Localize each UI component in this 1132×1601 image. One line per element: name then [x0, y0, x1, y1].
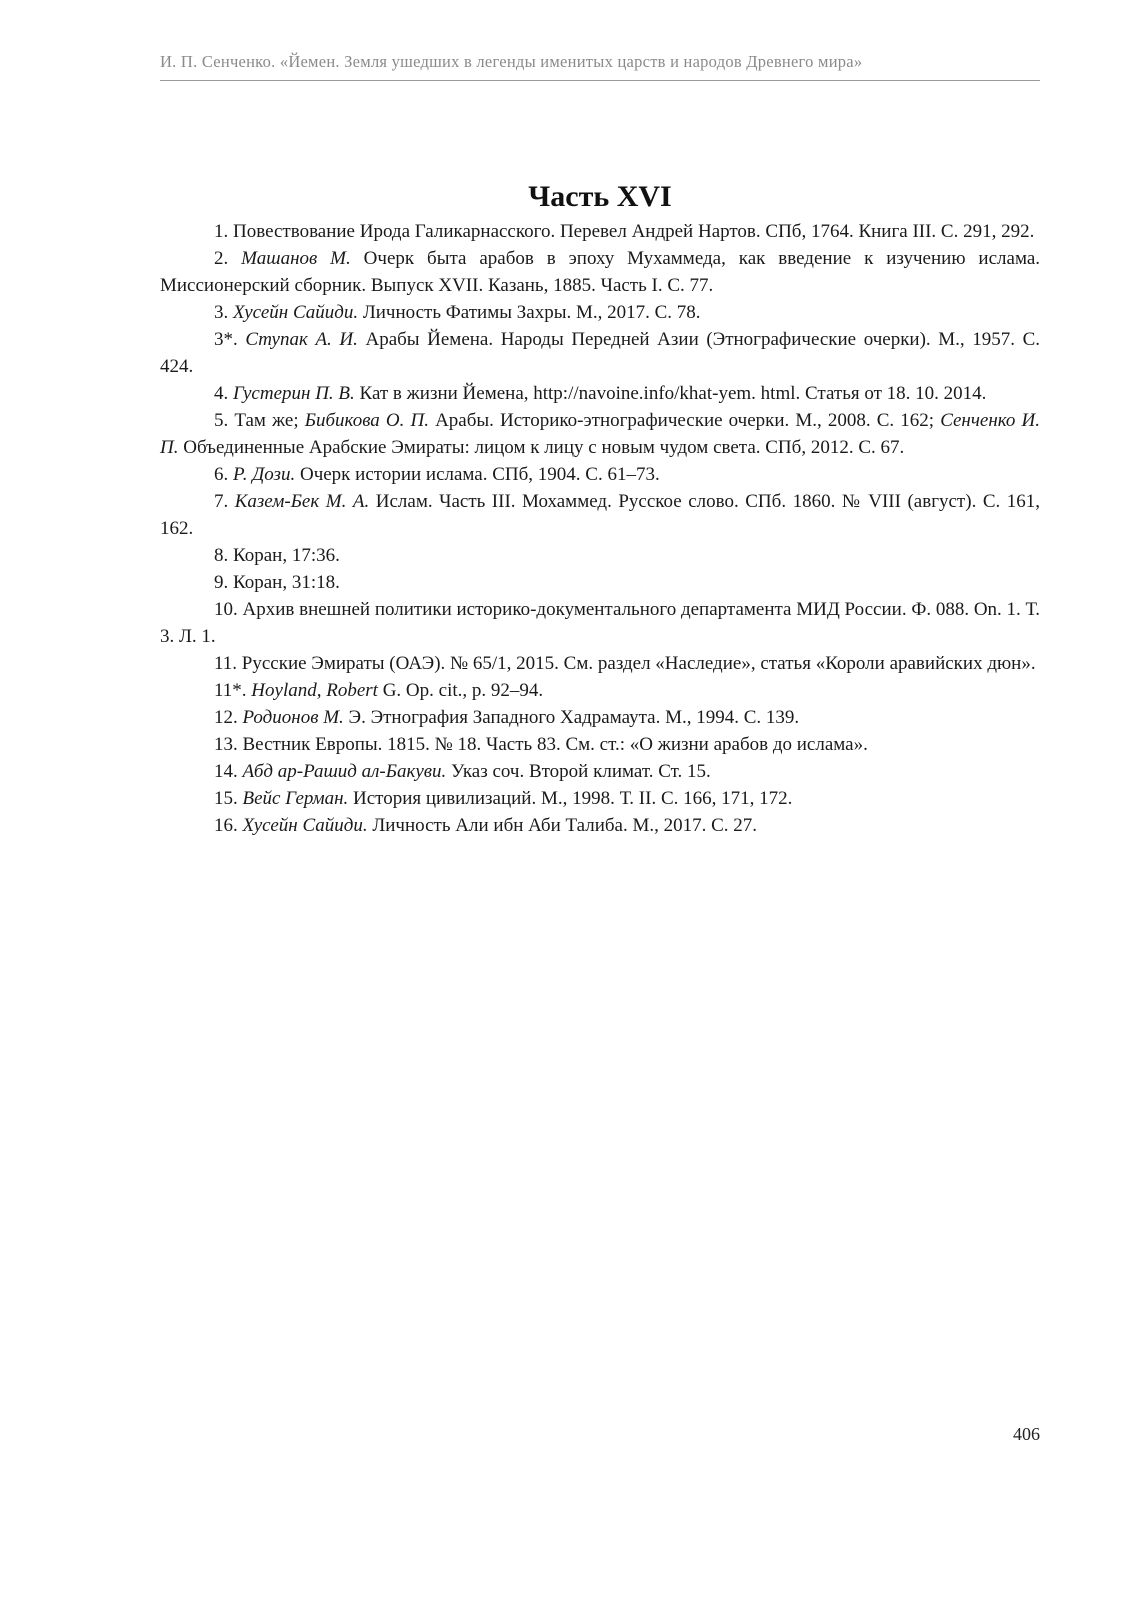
endnote-3	[160, 299, 1040, 326]
endnote-16	[160, 812, 1040, 839]
note-number: 12.	[214, 707, 238, 728]
note-number: 3.	[214, 302, 229, 323]
note-text: Повествование Ирода Галикарнасского. Перевел Андрей Нартов. СПб, 1764. Книга III. С. 291, 292.	[233, 221, 1035, 242]
note-text: Очерк быта арабов в эпоху Мухаммеда, как введение к изучению ислама. Миссионерский сборник. Выпуск XVII. Казань, 1885. Часть I. С. 77.	[160, 248, 1041, 296]
note-number: 5.	[214, 410, 229, 431]
note-number: 6.	[214, 464, 229, 485]
part-title: Часть XVI	[528, 180, 672, 214]
note-text: Указ соч. Второй климат. Ст. 15.	[451, 761, 711, 782]
note-number: 15.	[214, 788, 238, 809]
note-number: 16.	[214, 815, 238, 836]
endnote-2	[160, 245, 1040, 299]
note-author-2: Сенченко И. П.	[160, 410, 1041, 458]
note-author: Вейс Герман.	[242, 788, 349, 809]
endnotes-list	[160, 218, 1040, 839]
note-author: Родионов М.	[242, 707, 344, 728]
note-text: Вестник Европы. 1815. № 18. Часть 83. См. ст.: «О жизни арабов до ислама».	[242, 734, 868, 755]
note-number: 1.	[214, 221, 229, 242]
note-text: История цивилизаций. М., 1998. Т. II. С. 166, 171, 172.	[353, 788, 793, 809]
note-number: 3*.	[214, 329, 238, 350]
note-text: Личность Али ибн Аби Талиба. М., 2017. С. 27.	[372, 815, 758, 836]
note-text: Очерк истории ислама. СПб, 1904. С. 61–73.	[299, 464, 660, 485]
endnote-14	[160, 758, 1040, 785]
note-author: Р. Дози.	[233, 464, 296, 485]
note-text: Коран, 31:18.	[233, 572, 340, 593]
note-number: 9.	[214, 572, 229, 593]
header-divider	[160, 80, 1040, 81]
endnote-3a	[160, 326, 1040, 380]
note-author: Ступак А. И.	[245, 329, 358, 350]
note-author: Абд ар-Рашид ал-Бакуви.	[242, 761, 447, 782]
note-number: 2.	[214, 248, 229, 269]
note-text: Архив внешней политики историко-документального департамента МИД России. Ф. 088. On. 1. Т. 3. Л. 1.	[160, 599, 1040, 647]
endnote-1	[160, 218, 1040, 245]
endnote-5	[160, 407, 1040, 461]
endnote-8	[160, 542, 1040, 569]
note-text: Арабы Йемена. Народы Передней Азии (Этнографические очерки). М., 1957. С. 424.	[160, 329, 1041, 377]
note-number: 7.	[214, 491, 229, 512]
note-text: Ислам. Часть III. Мохаммед. Русское слово. СПб. 1860. № VIII (август). С. 161, 162.	[160, 491, 1041, 539]
note-author: Машанов М.	[241, 248, 351, 269]
page-number: 406	[1013, 1424, 1040, 1444]
note-number: 10.	[214, 599, 238, 620]
note-text: G. Op. cit., p. 92–94.	[382, 680, 544, 701]
note-prefix: Там же;	[234, 410, 299, 431]
endnote-4	[160, 380, 1040, 407]
endnote-7	[160, 488, 1040, 542]
endnote-10	[160, 596, 1040, 650]
note-number: 11*.	[214, 680, 247, 701]
note-number: 4.	[214, 383, 229, 404]
endnote-11a	[160, 677, 1040, 704]
endnote-13	[160, 731, 1040, 758]
endnote-6	[160, 461, 1040, 488]
note-author: Густерин П. В.	[233, 383, 355, 404]
endnote-15	[160, 785, 1040, 812]
note-text: Э. Этнография Западного Хадрамаута. М., 1994. С. 139.	[348, 707, 800, 728]
note-number: 11.	[214, 653, 238, 674]
note-author: Бибикова О. П.	[304, 410, 429, 431]
endnote-11	[160, 650, 1040, 677]
note-text: Личность Фатимы Захры. М., 2017. С. 78.	[362, 302, 701, 323]
note-text: Русские Эмираты (ОАЭ). № 65/1, 2015. См. раздел «Наследие», статья «Короли аравийских дюн».	[241, 653, 1036, 674]
endnote-12	[160, 704, 1040, 731]
note-text: Арабы. Историко-этнографические очерки. М., 2008. С. 162;	[435, 410, 935, 431]
note-text: Коран, 17:36.	[233, 545, 340, 566]
note-number: 13.	[214, 734, 238, 755]
note-author: Hoyland, Robert	[251, 680, 378, 701]
note-text-2: Объединенные Арабские Эмираты: лицом к лицу с новым чудом света. СПб, 2012. С. 67.	[183, 437, 905, 458]
note-text: Кат в жизни Йемена, http://navoine.info/khat-yem. html. Статья от 18. 10. 2014.	[359, 383, 987, 404]
note-author: Хусейн Сайиди.	[242, 815, 368, 836]
running-header: И. П. Сенченко. «Йемен. Земля ушедших в легенды именитых царств и народов Древнего мира»	[160, 52, 863, 71]
note-number: 8.	[214, 545, 229, 566]
note-number: 14.	[214, 761, 238, 782]
note-author: Хусейн Сайиди.	[233, 302, 359, 323]
note-author: Казем-Бек М. А.	[234, 491, 370, 512]
endnote-9	[160, 569, 1040, 596]
